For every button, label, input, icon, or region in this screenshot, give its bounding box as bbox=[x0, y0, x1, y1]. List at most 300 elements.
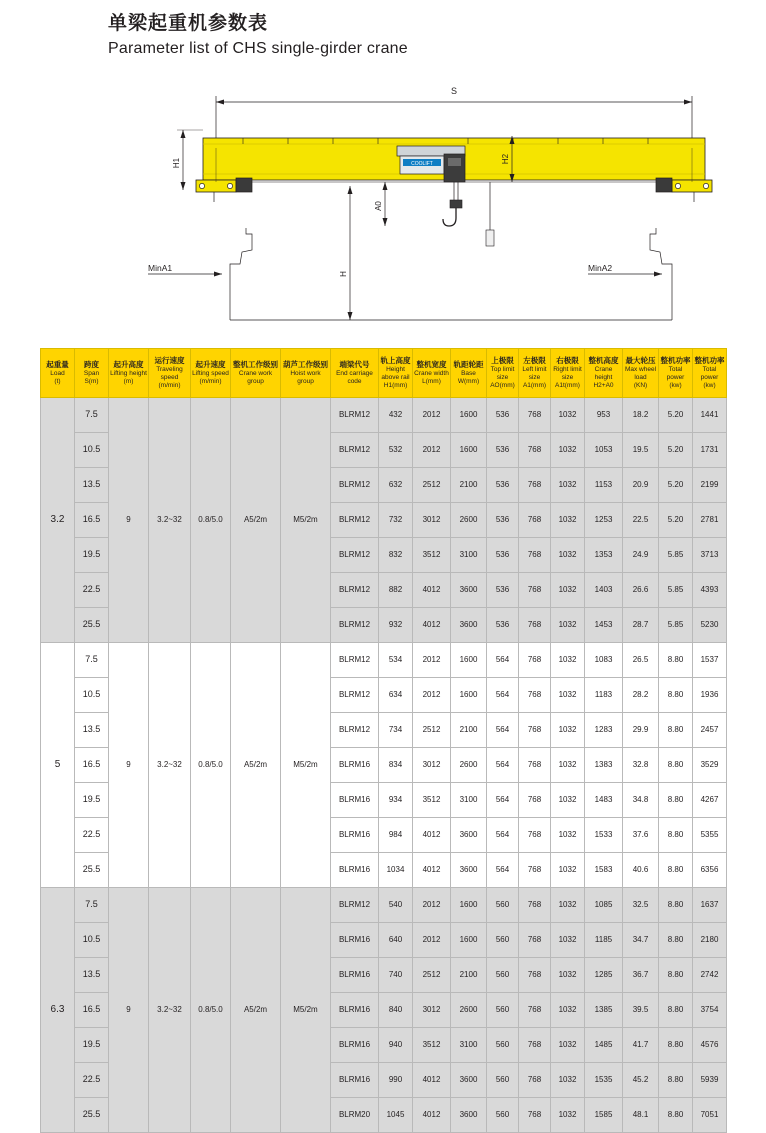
cell-total-power-1: 8.80 bbox=[659, 888, 693, 923]
cell-right-limit: 1032 bbox=[551, 1098, 585, 1133]
cell-crane-height: 1585 bbox=[585, 1098, 623, 1133]
col-base: 轨距轮距 Base W(mm) bbox=[451, 349, 487, 398]
cell-total-power-2: 6356 bbox=[693, 853, 727, 888]
col-lifting-speed: 起升速度 Lifting speed (m/min) bbox=[191, 349, 231, 398]
cell-total-power-1: 5.20 bbox=[659, 468, 693, 503]
cell-height-above-rail: 634 bbox=[379, 678, 413, 713]
cell-top-limit: 536 bbox=[487, 398, 519, 433]
cell-load: 5 bbox=[41, 643, 75, 888]
cell-span: 16.5 bbox=[75, 748, 109, 783]
cell-right-limit: 1032 bbox=[551, 1063, 585, 1098]
cell-max-wheel-load: 40.6 bbox=[623, 853, 659, 888]
cell-left-limit: 768 bbox=[519, 853, 551, 888]
table-row bbox=[41, 643, 727, 678]
col-crane-height: 整机高度 Crane height H2+A0 bbox=[585, 349, 623, 398]
cell-left-limit: 768 bbox=[519, 1098, 551, 1133]
cell-crane-width: 4012 bbox=[413, 608, 451, 643]
cell-crane-height: 1383 bbox=[585, 748, 623, 783]
col-left-limit: 左极限 Left limit size A1(mm) bbox=[519, 349, 551, 398]
page-title-en: Parameter list of CHS single-girder crane bbox=[108, 40, 408, 57]
cell-max-wheel-load: 20.9 bbox=[623, 468, 659, 503]
dim-s-label: S bbox=[450, 86, 458, 96]
dim-mina2-label: MinA2 bbox=[588, 263, 613, 273]
cell-end-carriage-code: BLRM12 bbox=[331, 573, 379, 608]
col-lifting-height: 起升高度 Lifting height (m) bbox=[109, 349, 149, 398]
cell-base: 1600 bbox=[451, 888, 487, 923]
dim-h1-label: H1 bbox=[172, 157, 181, 169]
cell-base: 1600 bbox=[451, 923, 487, 958]
cell-span: 13.5 bbox=[75, 468, 109, 503]
cell-end-carriage-code: BLRM20 bbox=[331, 1098, 379, 1133]
cell-max-wheel-load: 39.5 bbox=[623, 993, 659, 1028]
cell-total-power-2: 4393 bbox=[693, 573, 727, 608]
table-row bbox=[41, 398, 727, 433]
cell-top-limit: 536 bbox=[487, 573, 519, 608]
cell-crane-width: 2012 bbox=[413, 433, 451, 468]
cell-left-limit: 768 bbox=[519, 1063, 551, 1098]
cell-crane-width: 2012 bbox=[413, 643, 451, 678]
cell-top-limit: 560 bbox=[487, 958, 519, 993]
cell-crane-height: 1183 bbox=[585, 678, 623, 713]
cell-crane-work-group: A5/2m bbox=[231, 398, 281, 643]
cell-total-power-2: 7051 bbox=[693, 1098, 727, 1133]
cell-total-power-2: 1637 bbox=[693, 888, 727, 923]
col-max-wheel-load: 最大轮压 Max wheel load (KN) bbox=[623, 349, 659, 398]
cell-height-above-rail: 840 bbox=[379, 993, 413, 1028]
brand-label: COOLIFT bbox=[411, 161, 433, 167]
cell-total-power-1: 8.80 bbox=[659, 748, 693, 783]
cell-left-limit: 768 bbox=[519, 503, 551, 538]
cell-left-limit: 768 bbox=[519, 1028, 551, 1063]
cell-base: 3600 bbox=[451, 608, 487, 643]
table-body bbox=[41, 398, 727, 1133]
cell-crane-height: 1085 bbox=[585, 888, 623, 923]
cell-crane-work-group: A5/2m bbox=[231, 888, 281, 1133]
cell-total-power-1: 8.80 bbox=[659, 1063, 693, 1098]
cell-left-limit: 768 bbox=[519, 433, 551, 468]
cell-base: 2100 bbox=[451, 468, 487, 503]
cell-crane-height: 1583 bbox=[585, 853, 623, 888]
cell-height-above-rail: 532 bbox=[379, 433, 413, 468]
cell-total-power-1: 5.85 bbox=[659, 538, 693, 573]
cell-crane-width: 2512 bbox=[413, 468, 451, 503]
cell-base: 1600 bbox=[451, 398, 487, 433]
cell-base: 1600 bbox=[451, 678, 487, 713]
cell-max-wheel-load: 34.8 bbox=[623, 783, 659, 818]
cell-crane-width: 4012 bbox=[413, 1098, 451, 1133]
cell-crane-height: 1283 bbox=[585, 713, 623, 748]
cell-hoist-work-group: M5/2m bbox=[281, 643, 331, 888]
cell-total-power-1: 8.80 bbox=[659, 1028, 693, 1063]
cell-total-power-1: 8.80 bbox=[659, 958, 693, 993]
cell-total-power-1: 8.80 bbox=[659, 1098, 693, 1133]
cell-total-power-2: 2781 bbox=[693, 503, 727, 538]
cell-right-limit: 1032 bbox=[551, 1028, 585, 1063]
cell-right-limit: 1032 bbox=[551, 748, 585, 783]
cell-height-above-rail: 934 bbox=[379, 783, 413, 818]
cell-span: 10.5 bbox=[75, 433, 109, 468]
cell-load: 3.2 bbox=[41, 398, 75, 643]
col-crane-width: 整机宽度 Crane width L(mm) bbox=[413, 349, 451, 398]
cell-lifting-speed: 0.8/5.0 bbox=[191, 398, 231, 643]
col-hoist-work-group: 葫芦工作级别 Hoist work group bbox=[281, 349, 331, 398]
cell-crane-width: 2512 bbox=[413, 958, 451, 993]
cell-crane-work-group: A5/2m bbox=[231, 643, 281, 888]
cell-height-above-rail: 984 bbox=[379, 818, 413, 853]
cell-crane-height: 953 bbox=[585, 398, 623, 433]
col-load: 起重量 Load (t) bbox=[41, 349, 75, 398]
cell-height-above-rail: 534 bbox=[379, 643, 413, 678]
cell-end-carriage-code: BLRM16 bbox=[331, 1063, 379, 1098]
cell-lifting-height: 9 bbox=[109, 398, 149, 643]
cell-max-wheel-load: 45.2 bbox=[623, 1063, 659, 1098]
cell-end-carriage-code: BLRM16 bbox=[331, 958, 379, 993]
cell-left-limit: 768 bbox=[519, 608, 551, 643]
col-crane-work-group: 整机工作级别 Crane work group bbox=[231, 349, 281, 398]
cell-total-power-2: 4576 bbox=[693, 1028, 727, 1063]
parameter-table bbox=[40, 348, 727, 1133]
col-top-limit: 上极限 Top limit size AO(mm) bbox=[487, 349, 519, 398]
cell-height-above-rail: 932 bbox=[379, 608, 413, 643]
cell-end-carriage-code: BLRM16 bbox=[331, 853, 379, 888]
cell-total-power-1: 8.80 bbox=[659, 713, 693, 748]
cell-left-limit: 768 bbox=[519, 993, 551, 1028]
cell-top-limit: 560 bbox=[487, 993, 519, 1028]
cell-base: 3600 bbox=[451, 818, 487, 853]
cell-top-limit: 560 bbox=[487, 1063, 519, 1098]
cell-span: 13.5 bbox=[75, 713, 109, 748]
cell-top-limit: 564 bbox=[487, 748, 519, 783]
cell-base: 3600 bbox=[451, 573, 487, 608]
cell-total-power-1: 5.85 bbox=[659, 608, 693, 643]
cell-span: 7.5 bbox=[75, 888, 109, 923]
cell-right-limit: 1032 bbox=[551, 643, 585, 678]
cell-max-wheel-load: 28.2 bbox=[623, 678, 659, 713]
dim-a0-label: A0 bbox=[374, 201, 383, 211]
cell-right-limit: 1032 bbox=[551, 713, 585, 748]
cell-total-power-1: 8.80 bbox=[659, 853, 693, 888]
cell-base: 1600 bbox=[451, 433, 487, 468]
table-row bbox=[41, 888, 727, 923]
cell-base: 1600 bbox=[451, 643, 487, 678]
cell-max-wheel-load: 22.5 bbox=[623, 503, 659, 538]
cell-height-above-rail: 940 bbox=[379, 1028, 413, 1063]
cell-end-carriage-code: BLRM12 bbox=[331, 713, 379, 748]
cell-total-power-1: 8.80 bbox=[659, 783, 693, 818]
col-height-above-rail: 轨上高度 Height above rail H1(mm) bbox=[379, 349, 413, 398]
cell-total-power-2: 1537 bbox=[693, 643, 727, 678]
cell-crane-width: 2512 bbox=[413, 713, 451, 748]
cell-span: 10.5 bbox=[75, 678, 109, 713]
cell-crane-height: 1485 bbox=[585, 1028, 623, 1063]
table-header-row bbox=[41, 349, 727, 398]
cell-end-carriage-code: BLRM12 bbox=[331, 643, 379, 678]
cell-top-limit: 564 bbox=[487, 713, 519, 748]
cell-height-above-rail: 990 bbox=[379, 1063, 413, 1098]
cell-right-limit: 1032 bbox=[551, 398, 585, 433]
cell-total-power-2: 3529 bbox=[693, 748, 727, 783]
cell-right-limit: 1032 bbox=[551, 538, 585, 573]
cell-span: 16.5 bbox=[75, 993, 109, 1028]
cell-total-power-1: 5.20 bbox=[659, 503, 693, 538]
cell-height-above-rail: 832 bbox=[379, 538, 413, 573]
cell-end-carriage-code: BLRM16 bbox=[331, 1028, 379, 1063]
cell-end-carriage-code: BLRM16 bbox=[331, 818, 379, 853]
cell-span: 7.5 bbox=[75, 643, 109, 678]
cell-right-limit: 1032 bbox=[551, 573, 585, 608]
cell-crane-height: 1385 bbox=[585, 993, 623, 1028]
cell-right-limit: 1032 bbox=[551, 888, 585, 923]
cell-max-wheel-load: 18.2 bbox=[623, 398, 659, 433]
cell-crane-width: 3512 bbox=[413, 783, 451, 818]
cell-top-limit: 560 bbox=[487, 1098, 519, 1133]
cell-total-power-2: 3754 bbox=[693, 993, 727, 1028]
cell-base: 3600 bbox=[451, 1063, 487, 1098]
cell-left-limit: 768 bbox=[519, 643, 551, 678]
cell-max-wheel-load: 36.7 bbox=[623, 958, 659, 993]
cell-crane-width: 3012 bbox=[413, 503, 451, 538]
cell-height-above-rail: 740 bbox=[379, 958, 413, 993]
dim-mina1-label: MinA1 bbox=[148, 263, 173, 273]
cell-span: 19.5 bbox=[75, 783, 109, 818]
cell-crane-width: 3512 bbox=[413, 1028, 451, 1063]
col-right-limit: 右极限 Right limit size A1t(mm) bbox=[551, 349, 585, 398]
cell-crane-height: 1053 bbox=[585, 433, 623, 468]
cell-right-limit: 1032 bbox=[551, 678, 585, 713]
cell-height-above-rail: 882 bbox=[379, 573, 413, 608]
col-traveling-speed: 运行速度 Traveling speed (m/min) bbox=[149, 349, 191, 398]
cell-span: 19.5 bbox=[75, 538, 109, 573]
cell-end-carriage-code: BLRM16 bbox=[331, 993, 379, 1028]
cell-top-limit: 536 bbox=[487, 433, 519, 468]
cell-left-limit: 768 bbox=[519, 958, 551, 993]
cell-end-carriage-code: BLRM12 bbox=[331, 888, 379, 923]
cell-total-power-2: 4267 bbox=[693, 783, 727, 818]
cell-crane-height: 1533 bbox=[585, 818, 623, 853]
cell-span: 22.5 bbox=[75, 573, 109, 608]
crane-technical-drawing bbox=[0, 78, 766, 340]
cell-base: 2600 bbox=[451, 748, 487, 783]
cell-total-power-2: 5939 bbox=[693, 1063, 727, 1098]
cell-base: 3100 bbox=[451, 783, 487, 818]
cell-end-carriage-code: BLRM12 bbox=[331, 538, 379, 573]
page-title-cn: 单梁起重机参数表 bbox=[108, 13, 269, 34]
cell-span: 7.5 bbox=[75, 398, 109, 433]
cell-total-power-1: 8.80 bbox=[659, 993, 693, 1028]
cell-height-above-rail: 734 bbox=[379, 713, 413, 748]
cell-end-carriage-code: BLRM12 bbox=[331, 468, 379, 503]
cell-right-limit: 1032 bbox=[551, 468, 585, 503]
cell-crane-height: 1353 bbox=[585, 538, 623, 573]
cell-end-carriage-code: BLRM16 bbox=[331, 783, 379, 818]
cell-right-limit: 1032 bbox=[551, 958, 585, 993]
cell-crane-width: 4012 bbox=[413, 573, 451, 608]
cell-height-above-rail: 632 bbox=[379, 468, 413, 503]
cell-max-wheel-load: 32.5 bbox=[623, 888, 659, 923]
cell-max-wheel-load: 41.7 bbox=[623, 1028, 659, 1063]
cell-max-wheel-load: 26.6 bbox=[623, 573, 659, 608]
cell-total-power-1: 5.20 bbox=[659, 398, 693, 433]
cell-lifting-height: 9 bbox=[109, 643, 149, 888]
cell-top-limit: 560 bbox=[487, 1028, 519, 1063]
cell-top-limit: 564 bbox=[487, 818, 519, 853]
cell-max-wheel-load: 48.1 bbox=[623, 1098, 659, 1133]
cell-load: 6.3 bbox=[41, 888, 75, 1133]
cell-left-limit: 768 bbox=[519, 678, 551, 713]
cell-left-limit: 768 bbox=[519, 888, 551, 923]
cell-right-limit: 1032 bbox=[551, 783, 585, 818]
cell-crane-height: 1153 bbox=[585, 468, 623, 503]
cell-end-carriage-code: BLRM12 bbox=[331, 678, 379, 713]
cell-end-carriage-code: BLRM12 bbox=[331, 433, 379, 468]
cell-total-power-1: 5.20 bbox=[659, 433, 693, 468]
cell-total-power-1: 8.80 bbox=[659, 923, 693, 958]
col-span: 跨度 Span S(m) bbox=[75, 349, 109, 398]
cell-end-carriage-code: BLRM12 bbox=[331, 608, 379, 643]
cell-crane-width: 2012 bbox=[413, 888, 451, 923]
cell-height-above-rail: 834 bbox=[379, 748, 413, 783]
cell-hoist-work-group: M5/2m bbox=[281, 398, 331, 643]
cell-crane-width: 2012 bbox=[413, 923, 451, 958]
cell-crane-height: 1483 bbox=[585, 783, 623, 818]
cell-max-wheel-load: 19.5 bbox=[623, 433, 659, 468]
cell-base: 3100 bbox=[451, 538, 487, 573]
cell-crane-width: 4012 bbox=[413, 853, 451, 888]
cell-span: 16.5 bbox=[75, 503, 109, 538]
cell-end-carriage-code: BLRM12 bbox=[331, 398, 379, 433]
cell-hoist-work-group: M5/2m bbox=[281, 888, 331, 1133]
cell-total-power-2: 1731 bbox=[693, 433, 727, 468]
cell-total-power-1: 5.85 bbox=[659, 573, 693, 608]
cell-total-power-2: 5355 bbox=[693, 818, 727, 853]
cell-left-limit: 768 bbox=[519, 713, 551, 748]
cell-span: 22.5 bbox=[75, 1063, 109, 1098]
cell-end-carriage-code: BLRM16 bbox=[331, 748, 379, 783]
cell-right-limit: 1032 bbox=[551, 993, 585, 1028]
cell-base: 3600 bbox=[451, 853, 487, 888]
cell-crane-height: 1253 bbox=[585, 503, 623, 538]
cell-right-limit: 1032 bbox=[551, 853, 585, 888]
dim-h2-label: H2 bbox=[501, 153, 510, 165]
cell-top-limit: 560 bbox=[487, 923, 519, 958]
cell-left-limit: 768 bbox=[519, 468, 551, 503]
cell-base: 2100 bbox=[451, 713, 487, 748]
cell-span: 13.5 bbox=[75, 958, 109, 993]
cell-crane-height: 1285 bbox=[585, 958, 623, 993]
cell-height-above-rail: 540 bbox=[379, 888, 413, 923]
cell-left-limit: 768 bbox=[519, 573, 551, 608]
cell-crane-height: 1535 bbox=[585, 1063, 623, 1098]
cell-height-above-rail: 432 bbox=[379, 398, 413, 433]
cell-top-limit: 560 bbox=[487, 888, 519, 923]
cell-traveling-speed: 3.2~32 bbox=[149, 643, 191, 888]
cell-total-power-1: 8.80 bbox=[659, 643, 693, 678]
cell-span: 22.5 bbox=[75, 818, 109, 853]
cell-crane-height: 1083 bbox=[585, 643, 623, 678]
cell-right-limit: 1032 bbox=[551, 923, 585, 958]
cell-total-power-2: 1936 bbox=[693, 678, 727, 713]
cell-base: 3100 bbox=[451, 1028, 487, 1063]
cell-max-wheel-load: 26.5 bbox=[623, 643, 659, 678]
cell-total-power-2: 5230 bbox=[693, 608, 727, 643]
cell-traveling-speed: 3.2~32 bbox=[149, 398, 191, 643]
cell-max-wheel-load: 34.7 bbox=[623, 923, 659, 958]
cell-height-above-rail: 732 bbox=[379, 503, 413, 538]
cell-left-limit: 768 bbox=[519, 538, 551, 573]
cell-total-power-1: 8.80 bbox=[659, 678, 693, 713]
cell-max-wheel-load: 29.9 bbox=[623, 713, 659, 748]
cell-crane-height: 1185 bbox=[585, 923, 623, 958]
cell-top-limit: 564 bbox=[487, 853, 519, 888]
cell-right-limit: 1032 bbox=[551, 608, 585, 643]
cell-left-limit: 768 bbox=[519, 783, 551, 818]
cell-crane-width: 3012 bbox=[413, 993, 451, 1028]
cell-span: 25.5 bbox=[75, 1098, 109, 1133]
cell-end-carriage-code: BLRM12 bbox=[331, 503, 379, 538]
col-end-carriage-code: 端梁代号 End carriage code bbox=[331, 349, 379, 398]
cell-top-limit: 536 bbox=[487, 468, 519, 503]
cell-lifting-speed: 0.8/5.0 bbox=[191, 888, 231, 1133]
cell-crane-width: 3012 bbox=[413, 748, 451, 783]
cell-total-power-2: 2199 bbox=[693, 468, 727, 503]
cell-max-wheel-load: 37.6 bbox=[623, 818, 659, 853]
cell-right-limit: 1032 bbox=[551, 433, 585, 468]
cell-right-limit: 1032 bbox=[551, 503, 585, 538]
cell-crane-width: 3512 bbox=[413, 538, 451, 573]
cell-left-limit: 768 bbox=[519, 818, 551, 853]
cell-crane-height: 1453 bbox=[585, 608, 623, 643]
cell-base: 2100 bbox=[451, 958, 487, 993]
parameter-table-wrap bbox=[40, 348, 726, 1133]
cell-base: 3600 bbox=[451, 1098, 487, 1133]
cell-crane-width: 4012 bbox=[413, 1063, 451, 1098]
cell-span: 25.5 bbox=[75, 853, 109, 888]
cell-total-power-2: 2457 bbox=[693, 713, 727, 748]
cell-top-limit: 564 bbox=[487, 783, 519, 818]
cell-total-power-2: 2742 bbox=[693, 958, 727, 993]
cell-top-limit: 536 bbox=[487, 608, 519, 643]
cell-total-power-2: 1441 bbox=[693, 398, 727, 433]
cell-span: 25.5 bbox=[75, 608, 109, 643]
cell-total-power-1: 8.80 bbox=[659, 818, 693, 853]
cell-span: 10.5 bbox=[75, 923, 109, 958]
cell-crane-height: 1403 bbox=[585, 573, 623, 608]
cell-top-limit: 536 bbox=[487, 538, 519, 573]
cell-crane-width: 2012 bbox=[413, 398, 451, 433]
cell-crane-width: 2012 bbox=[413, 678, 451, 713]
cell-end-carriage-code: BLRM16 bbox=[331, 923, 379, 958]
cell-crane-width: 4012 bbox=[413, 818, 451, 853]
cell-span: 19.5 bbox=[75, 1028, 109, 1063]
cell-left-limit: 768 bbox=[519, 748, 551, 783]
cell-top-limit: 564 bbox=[487, 678, 519, 713]
cell-max-wheel-load: 24.9 bbox=[623, 538, 659, 573]
cell-max-wheel-load: 32.8 bbox=[623, 748, 659, 783]
col-total-power-2: 整机功率 Total power (kw) bbox=[693, 349, 727, 398]
cell-height-above-rail: 1045 bbox=[379, 1098, 413, 1133]
cell-height-above-rail: 640 bbox=[379, 923, 413, 958]
cell-lifting-height: 9 bbox=[109, 888, 149, 1133]
dim-h-label: H bbox=[339, 271, 348, 277]
cell-top-limit: 536 bbox=[487, 503, 519, 538]
col-total-power-1: 整机功率 Total power (kw) bbox=[659, 349, 693, 398]
cell-height-above-rail: 1034 bbox=[379, 853, 413, 888]
cell-max-wheel-load: 28.7 bbox=[623, 608, 659, 643]
cell-total-power-2: 2180 bbox=[693, 923, 727, 958]
cell-total-power-2: 3713 bbox=[693, 538, 727, 573]
cell-base: 2600 bbox=[451, 993, 487, 1028]
cell-right-limit: 1032 bbox=[551, 818, 585, 853]
